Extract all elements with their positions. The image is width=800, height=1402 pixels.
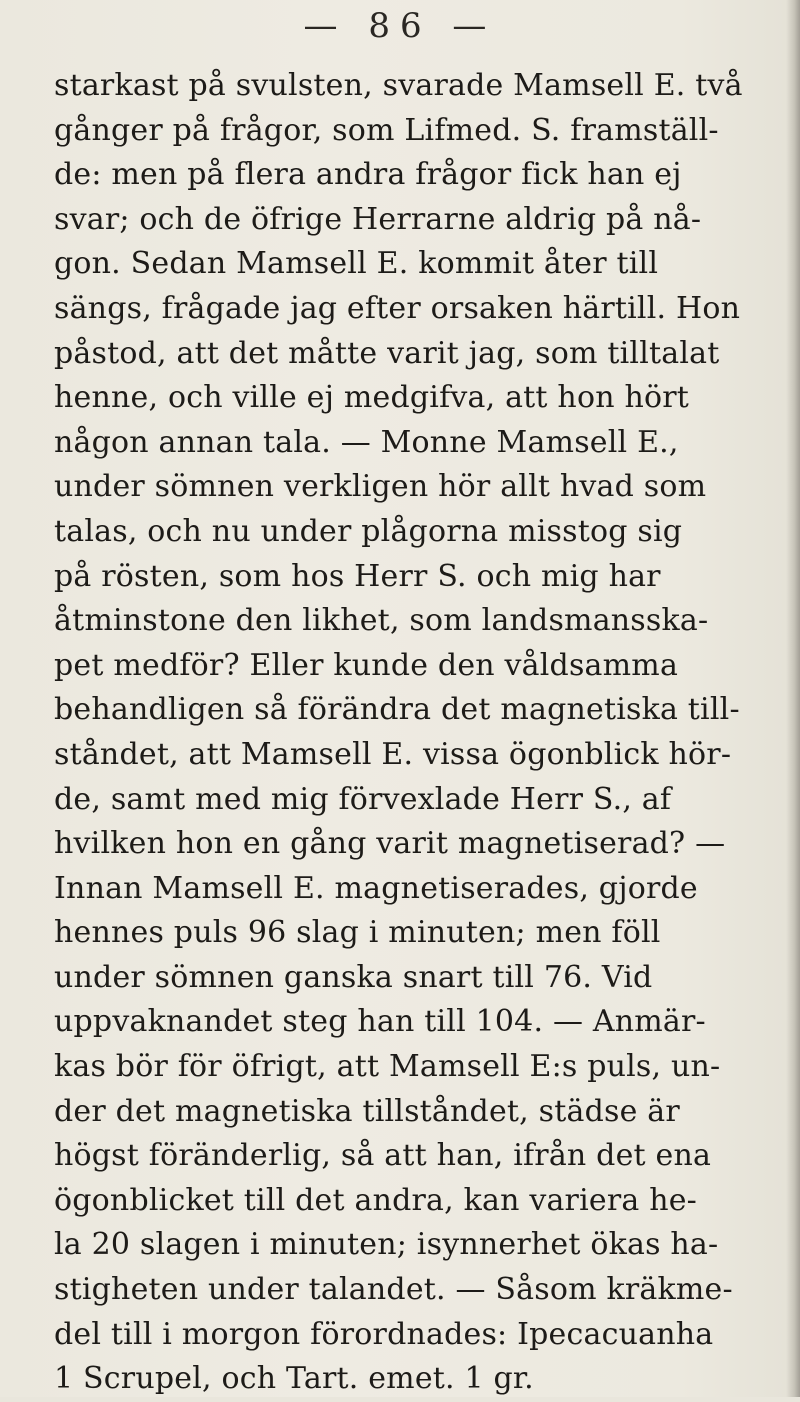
text-line: talas, och nu under plågorna misstog sig [54,513,683,549]
text-line: stigheten under talandet. — Såsom kräkme- [54,1272,733,1308]
text-line: ståndet, att Mamsell E. vissa ögonblick hör- [54,736,732,772]
text-line: under sömnen verkligen hör allt hvad som [54,469,707,505]
text-line: de: men på flera andra frågor fick han ej [54,157,682,193]
text-line: behandligen så förändra det magnetiska till- [54,692,740,728]
text-line: ögonblicket till det andra, kan variera he- [54,1182,698,1218]
text-line: under sömnen ganska snart till 76. Vid [54,959,653,995]
text-line: någon annan tala. — Monne Mamsell E., [54,424,679,460]
text-line: på rösten, som hos Herr S. och mig har [54,558,661,594]
text-line: uppvaknandet steg han till 104. — Anmär- [54,1004,706,1040]
body-text [54,64,794,1402]
text-line: der det magnetiska tillståndet, städse är [54,1093,680,1129]
text-line: Innan Mamsell E. magnetiserades, gjorde [54,870,698,906]
text-line: del till i morgon förordnades: Ipecacuanha [54,1316,714,1352]
text-line: la 20 slagen i minuten; isynnerhet ökas ha- [54,1227,719,1263]
text-line: sängs, frågade jag efter orsaken härtill. Hon [54,290,741,326]
text-line: gånger på frågor, som Lifmed. S. framställ- [54,112,719,148]
text-line: åtminstone den likhet, som landsmansska- [54,603,709,639]
text-line: hennes puls 96 slag i minuten; men föll [54,915,661,951]
page-edge-shadow [786,0,800,1397]
text-line: hvilken hon en gång varit magnetiserad? — [54,826,726,862]
text-line: påstod, att det måtte varit jag, som tilltalat [54,335,720,371]
text-line: gon. Sedan Mamsell E. kommit åter till [54,246,659,282]
text-line: högst föränderlig, så att han, ifrån det ena [54,1138,712,1174]
text-line: kas bör för öfrigt, att Mamsell E:s puls, un- [54,1049,721,1085]
text-line: henne, och ville ej medgifva, att hon hört [54,380,690,416]
text-line: pet medför? Eller kunde den våldsamma [54,647,679,683]
text-line: 1 Scrupel, och Tart. emet. 1 gr. [54,1361,534,1397]
page-number-header: — 86 — [303,6,497,46]
text-line: svar; och de öfrige Herrarne aldrig på nå- [54,201,702,237]
text-line: de, samt med mig förvexlade Herr S., af [54,781,672,817]
text-line: starkast på svulsten, svarade Mamsell E. två [54,68,743,103]
